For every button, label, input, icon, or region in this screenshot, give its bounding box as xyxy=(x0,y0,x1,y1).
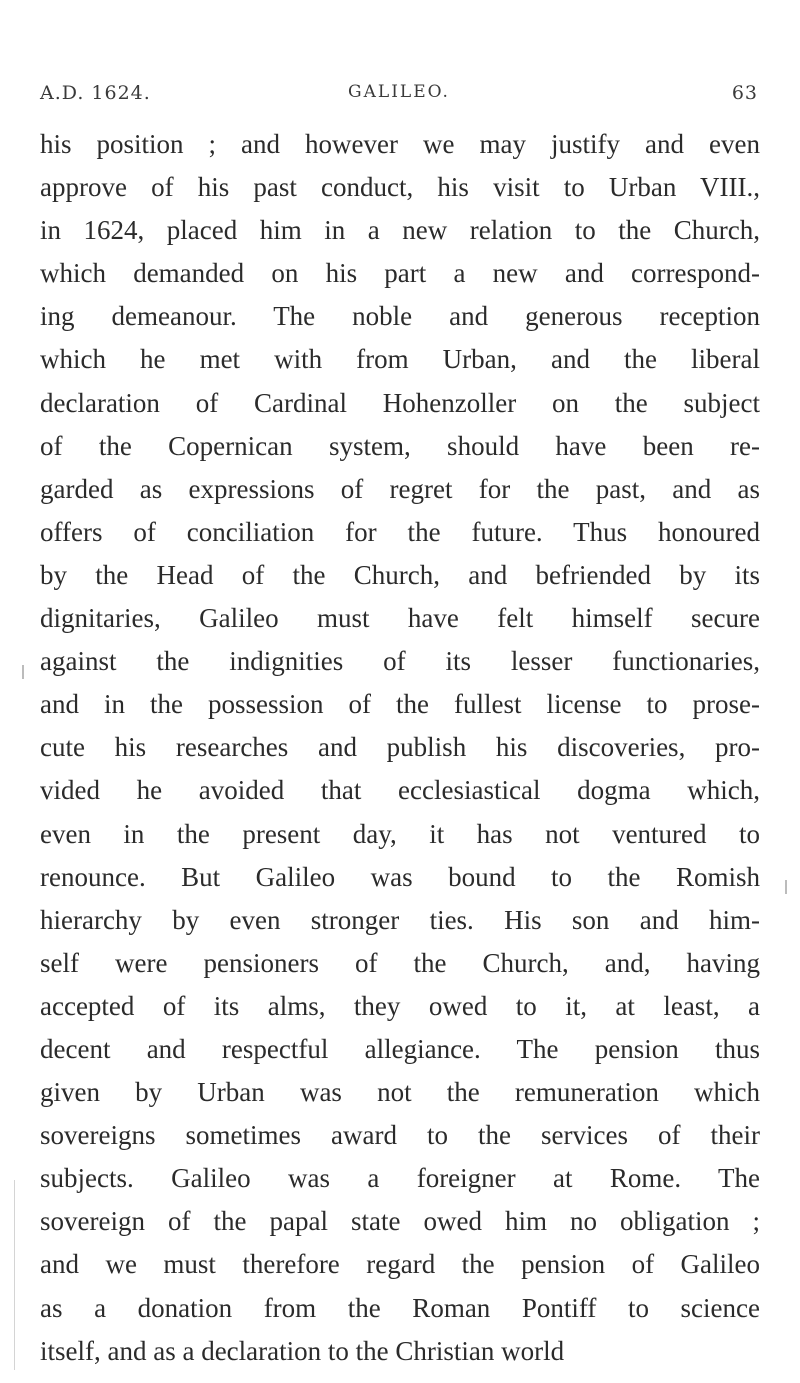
text-line: even in the present day, it has not ventured to xyxy=(40,818,760,849)
text-line: as a donation from the Roman Pontiff to science xyxy=(40,1292,760,1323)
text-line: in 1624, placed him in a new relation to the Church, xyxy=(40,215,760,246)
text-line: against the indignities of its lesser functionaries, xyxy=(40,646,760,677)
text-line: which demanded on his part a new and correspond- xyxy=(40,258,760,289)
text-line: accepted of its alms, they owed to it, at least, a xyxy=(40,990,760,1021)
page-number: 63 xyxy=(731,82,758,104)
header-title: GALILEO. xyxy=(348,82,450,102)
text-line: vided he avoided that ecclesiastical dogma which, xyxy=(40,775,760,806)
page-edge-line xyxy=(14,1180,15,1370)
text-line: cute his researches and publish his discoveries, pro- xyxy=(40,732,760,763)
text-line: itself, and as a declaration to the Christian world xyxy=(40,1335,565,1366)
text-line: self were pensioners of the Church, and, having xyxy=(40,947,760,978)
header-date: A.D. 1624. xyxy=(40,82,151,104)
margin-mark xyxy=(785,880,787,894)
text-line: declaration of Cardinal Hohenzoller on the subject xyxy=(40,387,760,418)
text-line: given by Urban was not the remuneration which xyxy=(40,1077,760,1108)
running-head xyxy=(40,82,758,112)
text-line: of the Copernican system, should have been re- xyxy=(40,430,760,461)
text-line: by the Head of the Church, and befriended by its xyxy=(40,559,760,590)
margin-mark xyxy=(22,665,24,679)
body-text xyxy=(40,123,760,1373)
text-line: which he met with from Urban, and the liberal xyxy=(40,344,760,375)
text-line: his position ; and however we may justify and even xyxy=(40,129,760,159)
text-line: renounce. But Galileo was bound to the Romish xyxy=(40,861,760,892)
text-line: approve of his past conduct, his visit to Urban VIII., xyxy=(40,172,760,203)
text-line: and in the possession of the fullest license to prose- xyxy=(40,689,760,720)
text-line: sovereigns sometimes award to the services of their xyxy=(40,1120,760,1151)
text-line: decent and respectful allegiance. The pension thus xyxy=(40,1033,760,1064)
text-line: subjects. Galileo was a foreigner at Rome. The xyxy=(40,1163,760,1194)
text-line: hierarchy by even stronger ties. His son and him- xyxy=(40,904,760,935)
text-line: sovereign of the papal state owed him no obligation ; xyxy=(40,1206,760,1237)
text-line: offers of conciliation for the future. Thus honoured xyxy=(40,516,760,547)
text-line: garded as expressions of regret for the past, and as xyxy=(40,473,760,504)
text-line: and we must therefore regard the pension of Galileo xyxy=(40,1249,760,1280)
text-line: dignitaries, Galileo must have felt himself secure xyxy=(40,603,760,634)
text-line: ing demeanour. The noble and generous reception xyxy=(40,301,760,332)
